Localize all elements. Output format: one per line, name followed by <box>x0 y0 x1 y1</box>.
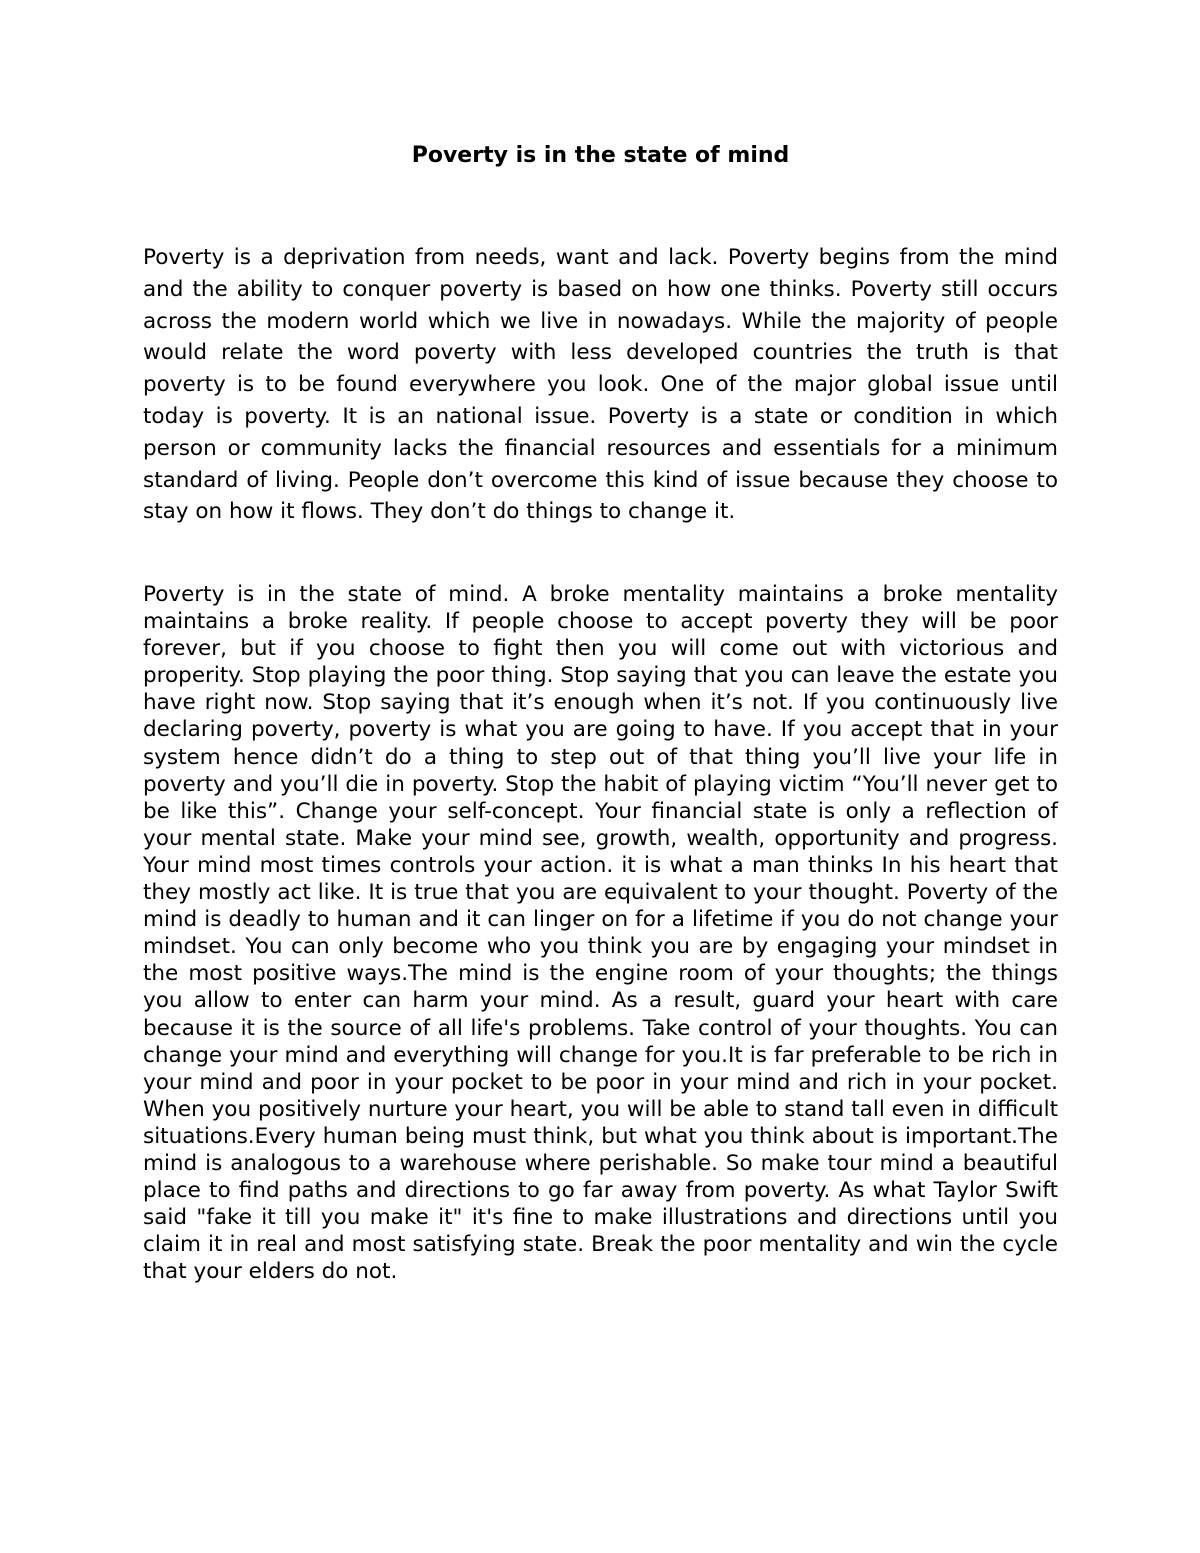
paragraph-1: Poverty is a deprivation from needs, want and lack. Poverty begins from the mind and the ability to conquer poverty is based on how one thinks. Poverty still occurs across the modern world which we live in nowadays. While the majority of people would relate the word poverty with less developed countries the truth is that poverty is to be found everywhere you look. One of the major global issue until today is poverty. It is an national issue. Poverty is a state or condition in which person or community lacks the financial resources and essentials for a minimum standard of living. People don’t overcome this kind of issue because they choose to stay on how it flows. They don’t do things to change it. <box>143 245 1058 525</box>
paragraph-2: Poverty is in the state of mind. A broke mentality maintains a broke mentality maintains a broke reality. If people choose to accept poverty they will be poor forever, but if you choose to fight then you will come out with victorious and properity. Stop playing the poor thing. Stop saying that you can leave the estate you have right now. Stop saying that it’s enough when it’s not. If you continuously live declaring poverty, poverty is what you are going to have. If you accept that in your system hence didn’t do a thing to step out of that thing you’ll live your life in poverty and you’ll die in poverty. Stop the habit of playing victim “You’ll never get to be like this”. Change your self-concept. Your financial state is only a reflection of your mental state. Make your mind see, growth, wealth, opportunity and progress. Your mind most times controls your action. it is what a man thinks In his heart that they mostly act like. It is true that you are equivalent to your thought. Poverty of the mind is deadly to human and it can linger on for a lifetime if you do not change your mindset. You can only become who you think you are by engaging your mindset in the most positive ways.The mind is the engine room of your thoughts; the things you allow to enter can harm your mind. As a result, guard your heart with care because it is the source of all life's problems. Take control of your thoughts. You can change your mind and everything will change for you.It is far preferable to be rich in your mind and poor in your pocket to be poor in your mind and rich in your pocket. When you positively nurture your heart, you will be able to stand tall even in difficult situations.Every human being must think, but what you think about is important.The mind is analogous to a warehouse where perishable. So make tour mind a beautiful place to find paths and directions to go far away from poverty. As what Taylor Swift said "fake it till you make it" it's fine to make illustrations and directions until you claim it in real and most satisfying state. Break the poor mentality and win the cycle that your elders do not. <box>143 582 1058 1285</box>
document-title: Poverty is in the state of mind <box>411 143 790 168</box>
